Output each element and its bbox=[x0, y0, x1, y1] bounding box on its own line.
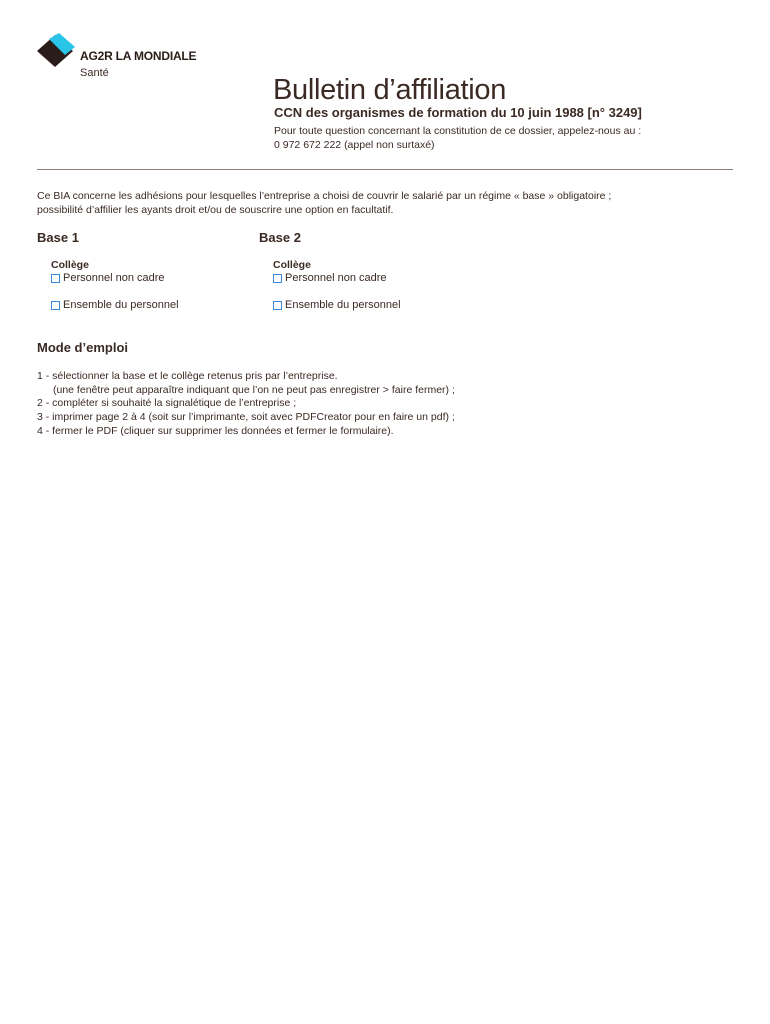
checkbox-icon[interactable] bbox=[51, 274, 60, 283]
document-subtitle: CCN des organismes de formation du 10 juin 1988 [n° 3249] bbox=[274, 105, 642, 120]
option-label: Personnel non cadre bbox=[63, 272, 165, 284]
step-item: 4 - fermer le PDF (cliquer sur supprimer les données et fermer le formulaire). bbox=[37, 424, 394, 437]
option-label: Ensemble du personnel bbox=[63, 299, 179, 311]
mode-emploi-title: Mode d’emploi bbox=[37, 340, 128, 355]
option-label: Ensemble du personnel bbox=[285, 299, 401, 311]
document-title: Bulletin d’affiliation bbox=[273, 74, 507, 106]
base-2-title: Base 2 bbox=[259, 230, 301, 245]
base-2-college-label: Collège bbox=[273, 259, 311, 271]
intro-text bbox=[37, 190, 737, 217]
step-note: (une fenêtre peut apparaître indiquant que l’on ne peut pas enregistrer > faire fermer) ; bbox=[53, 383, 455, 396]
checkbox-icon[interactable] bbox=[273, 274, 282, 283]
brand-subtitle: Santé bbox=[80, 67, 109, 79]
header-divider bbox=[37, 169, 733, 170]
brand-name: AG2R LA MONDIALE bbox=[80, 49, 197, 63]
checkbox-icon[interactable] bbox=[273, 301, 282, 310]
base-2-option-ensemble[interactable] bbox=[273, 299, 401, 311]
mode-emploi-steps bbox=[37, 370, 737, 439]
step-item: 3 - imprimer page 2 à 4 (soit sur l’imprimante, soit avec PDFCreator pour en faire un pdf) ; bbox=[37, 411, 455, 424]
step-item: 1 - sélectionner la base et le collège retenus pris par l’entreprise. bbox=[37, 370, 338, 382]
checkbox-icon[interactable] bbox=[51, 301, 60, 310]
contact-info bbox=[274, 125, 724, 152]
intro-line: Ce BIA concerne les adhésions pour lesquelles l’entreprise a choisi de couvrir le salarié par un régime « base » obligatoire ; bbox=[37, 190, 612, 202]
intro-line: possibilité d’affilier les ayants droit et/ou de souscrire une option en facultatif. bbox=[37, 203, 394, 216]
contact-phone: 0 972 672 222 (appel non surtaxé) bbox=[274, 138, 435, 151]
base-1-title: Base 1 bbox=[37, 230, 79, 245]
step-item: 2 - compléter si souhaité la signalétique de l’entreprise ; bbox=[37, 397, 297, 410]
base-2-option-non-cadre[interactable] bbox=[273, 272, 387, 284]
brand-logo bbox=[35, 33, 77, 73]
base-1-college-label: Collège bbox=[51, 259, 89, 271]
base-1-option-ensemble[interactable] bbox=[51, 299, 179, 311]
base-1-option-non-cadre[interactable] bbox=[51, 272, 165, 284]
option-label: Personnel non cadre bbox=[285, 272, 387, 284]
contact-line: Pour toute question concernant la constitution de ce dossier, appelez-nous au : bbox=[274, 125, 642, 137]
